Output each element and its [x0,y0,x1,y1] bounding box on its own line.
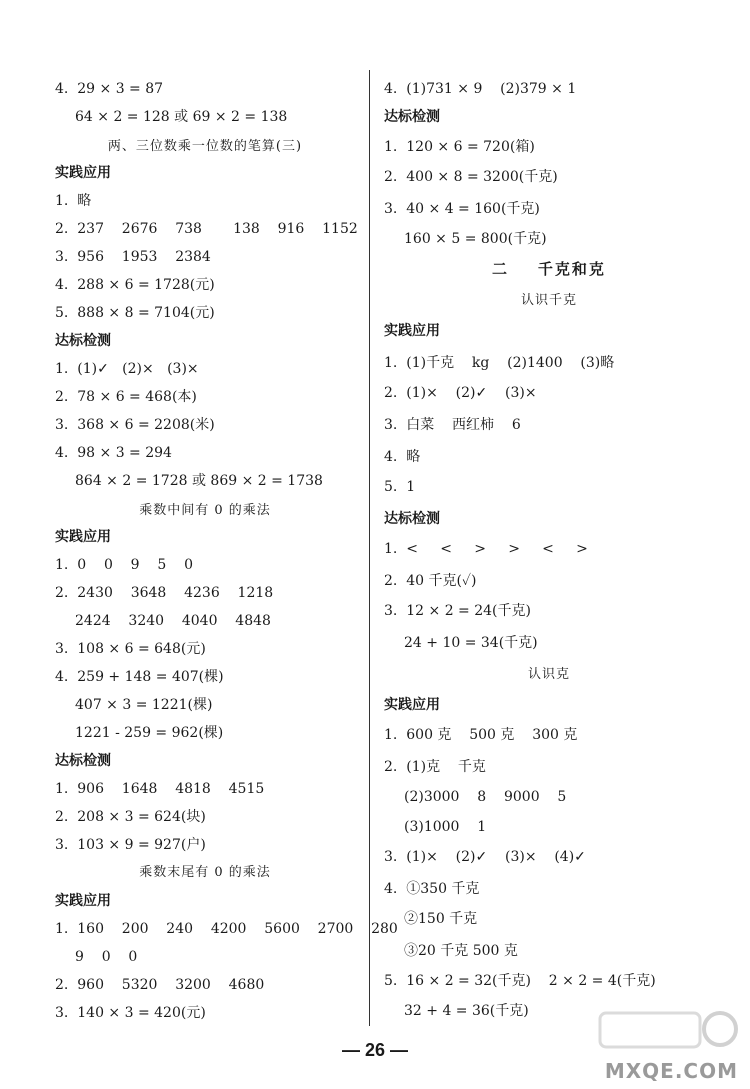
lesson-title: 乘数中间有 0 的乘法 [139,503,271,518]
answer-line: 3. 956 1953 2384 [55,249,211,265]
answer-line: 2424 3240 4040 4848 [75,613,271,629]
answer-line: 2. (1)× (2)✓ (3)× [384,385,537,401]
answer-line: 2. (1)克 千克 [384,759,486,775]
page-number: — 26 — [341,1040,409,1060]
section-heading: 实践应用 [55,529,111,545]
answer-line: 1. 0 0 9 5 0 [55,557,193,573]
answer-line: ②150 千克 [404,911,478,927]
answer-line: ③20 千克 500 克 [404,943,518,959]
answer-line: 2. 237 2676 738 138 916 1152 [55,221,358,237]
answer-line: 864 × 2 = 1728 或 869 × 2 = 1738 [75,473,323,489]
section-heading: 实践应用 [384,323,440,339]
answer-line: 1221 - 259 = 962(棵) [75,725,224,741]
answer-line: 1. (1)✓ (2)× (3)× [55,361,199,377]
answer-line: 5. 16 × 2 = 32(千克) 2 × 2 = 4(千克) [384,973,656,989]
answer-line: 5. 888 × 8 = 7104(元) [55,305,215,321]
answer-line: (2)3000 8 9000 5 [404,789,567,805]
answer-line: 3. 103 × 9 = 927(户) [55,837,206,853]
answer-line: 5. 1 [384,479,416,495]
answer-line: 407 × 3 = 1221(棵) [75,697,213,713]
answer-line: 4. 98 × 3 = 294 [55,445,172,461]
answer-line: 2. 208 × 3 = 624(块) [55,809,206,825]
answer-line: 2. 400 × 8 = 3200(千克) [384,169,558,185]
column-divider [369,70,370,1026]
answer-line: 3. 40 × 4 = 160(千克) [384,201,540,217]
answer-line: 2. 2430 3648 4236 1218 [55,585,274,601]
lesson-title: 两、三位数乘一位数的笔算(三) [107,139,303,154]
answer-line: 3. (1)× (2)✓ (3)× (4)✓ [384,849,586,865]
answer-line: (3)1000 1 [404,819,487,835]
answer-line: 64 × 2 = 128 或 69 × 2 = 138 [75,109,288,125]
lesson-title: 认识千克 [520,293,577,308]
watermark-text: MXQE.COM [604,1059,738,1083]
answer-line: 1. < < > > < > [384,541,588,557]
answer-line: 4. 略 [384,449,421,465]
answer-line: 1. 120 × 6 = 720(箱) [384,139,535,155]
answer-line: 4. ①350 千克 [384,881,480,897]
answer-line: 3. 140 × 3 = 420(元) [55,1005,206,1021]
answer-line: 2. 78 × 6 = 468(本) [55,389,197,405]
section-heading: 达标检测 [55,333,111,349]
answer-line: 4. (1)731 × 9 (2)379 × 1 [384,81,577,97]
answer-line: 1. 160 200 240 4200 5600 2700 280 [55,921,398,937]
answer-line: 1. 906 1648 4818 4515 [55,781,265,797]
section-heading: 达标检测 [384,511,440,527]
section-heading: 达标检测 [55,753,111,769]
answer-line: 24 + 10 = 34(千克) [404,635,538,651]
answer-line: 3. 108 × 6 = 648(元) [55,641,206,657]
answer-line: 1. 略 [55,193,92,209]
section-heading: 实践应用 [384,697,440,713]
chapter-title: 二 千克和克 [492,260,606,278]
lesson-title: 认识克 [527,667,570,682]
answer-line: 160 × 5 = 800(千克) [404,231,547,247]
answer-line: 2. 960 5320 3200 4680 [55,977,265,993]
answer-line: 1. 600 克 500 克 300 克 [384,727,578,743]
section-heading: 达标检测 [384,109,440,125]
answer-line: 3. 白菜 西红柿 6 [384,417,521,433]
answer-line: 3. 368 × 6 = 2208(米) [55,417,215,433]
answer-line: 4. 259 + 148 = 407(棵) [55,669,224,685]
answer-line: 4. 29 × 3 = 87 [55,81,164,97]
answer-line: 4. 288 × 6 = 1728(元) [55,277,215,293]
answer-line: 32 + 4 = 36(千克) [404,1003,529,1019]
answer-line: 1. (1)千克 kg (2)1400 (3)略 [384,355,615,371]
answer-line: 9 0 0 [75,949,138,965]
section-heading: 实践应用 [55,165,111,181]
lesson-title: 乘数末尾有 0 的乘法 [139,865,271,880]
answer-line: 2. 40 千克(✓) [384,573,477,589]
answer-line: 3. 12 × 2 = 24(千克) [384,603,531,619]
section-heading: 实践应用 [55,893,111,909]
